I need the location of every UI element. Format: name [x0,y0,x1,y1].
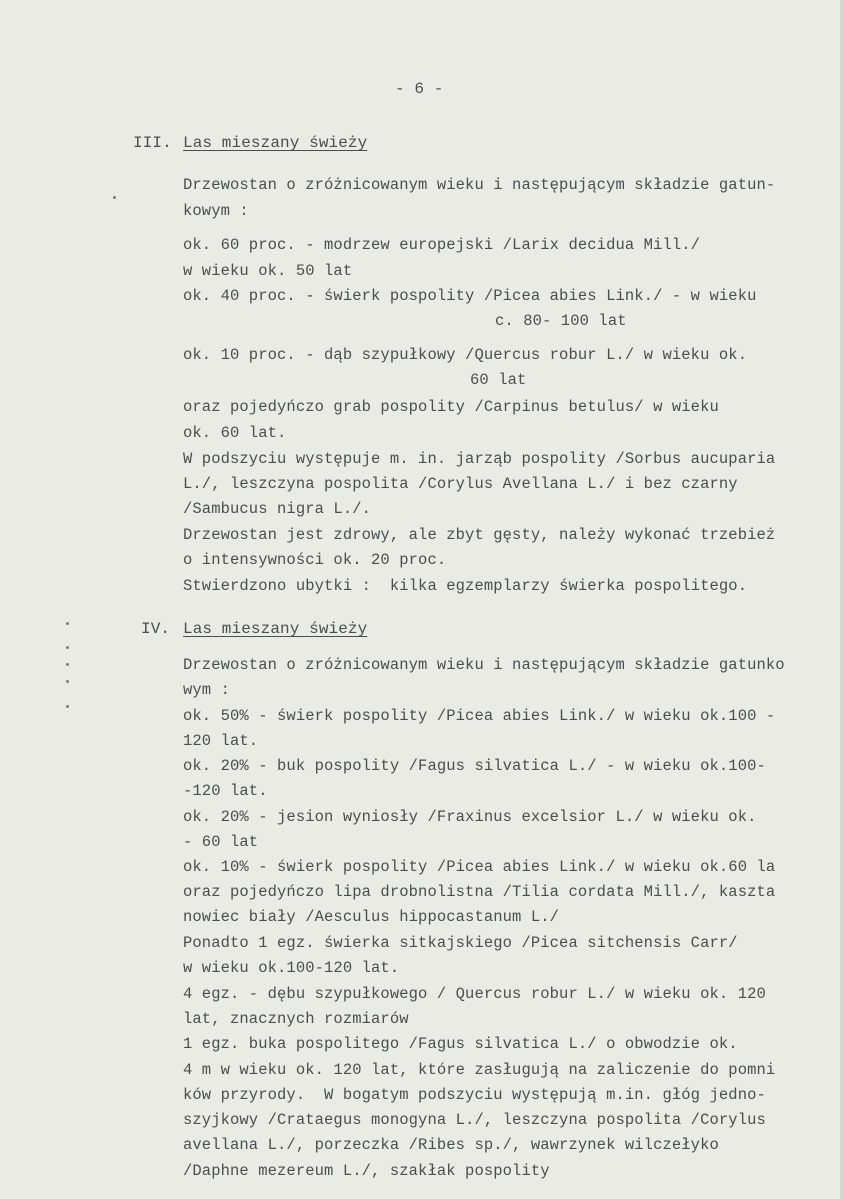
section-4-numeral: IV. [141,620,171,638]
text-line: nowiec biały /Aesculus hippocastanum L./ [183,908,560,926]
text-line: ok. 20% - buk pospolity /Fagus silvatica L./ - w wieku ok.100- [183,757,766,775]
losses-line [183,577,747,595]
text-line: 120 lat. [183,732,259,750]
margin-dot [113,196,116,199]
section-4-title: Las mieszany świeży [183,620,368,638]
text-line: /Sambucus nigra L./. [183,500,372,518]
text-line: Drzewostan o zróżnicowanym wieku i następującym składzie gatunko [183,656,785,674]
page-number: - 6 - [395,80,444,98]
text-line: ok. 10 proc. - dąb szypułkowy /Quercus robur L./ w wieku ok. [183,346,748,364]
margin-dot [66,705,69,708]
text-line: ok. 60 lat. [183,424,287,442]
section-3-title: Las mieszany świeży [183,134,368,152]
text-line: ok. 20% - jesion wyniosły /Fraxinus excelsior L./ w wieku ok. [183,808,757,826]
text-line: 4 egz. - dębu szypułkowego / Quercus robur L./ w wieku ok. 120 [183,985,766,1003]
text-line: L./, leszczyna pospolita /Corylus Avellana L./ i bez czarny [183,475,738,493]
margin-dot [66,680,69,683]
text-line: ok. 50% - świerk pospolity /Picea abies Link./ w wieku ok.100 - [183,707,776,725]
text-line: ok. 40 proc. - świerk pospolity /Picea abies Link./ - w wieku [183,287,757,305]
text-line: w wieku ok.100-120 lat. [183,959,400,977]
text-line: ok. 10% - świerk pospolity /Picea abies Link./ w wieku ok.60 la [183,858,776,876]
text-line: /Daphne mezereum L./, szakłak pospolity [183,1162,550,1180]
text-line: Ponadto 1 egz. świerka sitkajskiego /Picea sitchensis Carr/ [183,934,738,952]
text-line: -120 lat. [183,782,268,800]
losses-label: Stwierdzono ubytki [183,577,353,595]
margin-dot [66,646,69,649]
text-line: oraz pojedyńczo grab pospolity /Carpinus betulus/ w wieku [183,398,719,416]
text-line: wym : [183,681,231,699]
text-line: ków przyrody. W bogatym podszyciu występują m.in. głóg jedno- [183,1086,766,1104]
text-line: o intensywności ok. 20 proc. [183,551,447,569]
text-line: avellana L./, porzeczka /Ribes sp./, wawrzynek wilczełyko [183,1136,719,1154]
text-line: Drzewostan jest zdrowy, ale zbyt gęsty, należy wykonać trzebież [183,526,776,544]
margin-dot [66,663,69,666]
text-line: 4 m w wieku ok. 120 lat, które zasługują na zaliczenie do pomni [183,1061,776,1079]
text-line: oraz pojedyńczo lipa drobnolistna /Tilia cordata Mill./, kaszta [183,883,776,901]
text-line: 1 egz. buka pospolitego /Fagus silvatica L./ o obwodzie ok. [183,1035,738,1053]
text-line: ok. 60 proc. - modrzew europejski /Larix decidua Mill./ [183,236,701,254]
losses-text: : kilka egzemplarzy świerka pospolitego. [352,577,748,595]
text-line: 60 lat [470,371,527,389]
margin-dot [66,622,69,625]
text-line: w wieku ok. 50 lat [183,262,353,280]
text-line: szyjkowy /Crataegus monogyna L./, leszczyna pospolita /Corylus [183,1111,766,1129]
text-line: - 60 lat [183,833,259,851]
text-line: c. 80- 100 lat [495,312,627,330]
text-line: W podszyciu występuje m. in. jarząb pospolity /Sorbus aucuparia [183,450,776,468]
section-3-numeral: III. [133,134,172,152]
text-line: lat, znacznych rozmiarów [183,1010,409,1028]
text-line: Drzewostan o zróżnicowanym wieku i następującym składzie gatun- [183,176,776,194]
text-line: kowym : [183,202,249,220]
